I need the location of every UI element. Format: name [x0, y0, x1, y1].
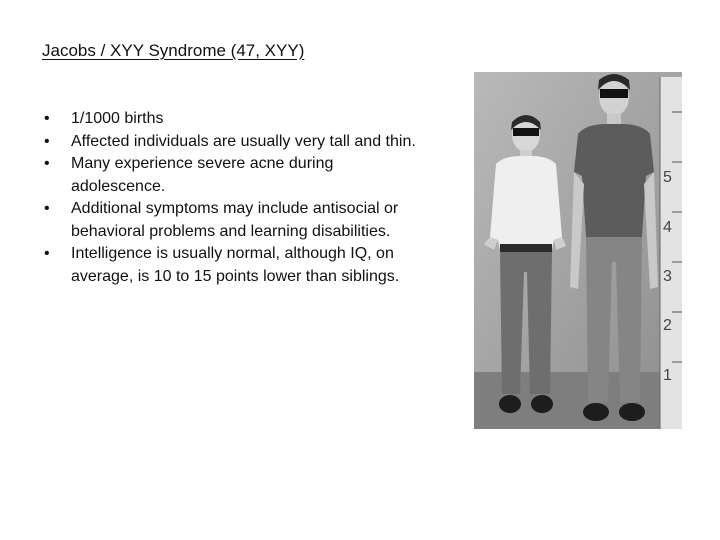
ruler-mark: 3 [663, 268, 672, 285]
bullet-list [44, 108, 429, 288]
ruler-mark: 4 [663, 219, 672, 236]
xyy-comparison-photo [474, 72, 682, 429]
height-ruler [660, 77, 682, 429]
ruler-mark: 2 [663, 317, 672, 334]
bullet-item: • 1/1000 births [44, 108, 429, 131]
ruler-mark: 5 [663, 169, 672, 186]
bullet-item: • Many experience severe acne during adolescence. [44, 153, 429, 198]
bullet-item: • Affected individuals are usually very tall and thin. [44, 131, 429, 154]
bullet-item: • Additional symptoms may include antisocial or behavioral problems and learning disabilities. [44, 198, 429, 243]
bullet-item: • Intelligence is usually normal, although IQ, on average, is 10 to 15 points lower than siblings. [44, 243, 429, 288]
slide-title: Jacobs / XYY Syndrome (47, XYY) [42, 41, 305, 60]
ruler-mark: 1 [663, 367, 672, 384]
